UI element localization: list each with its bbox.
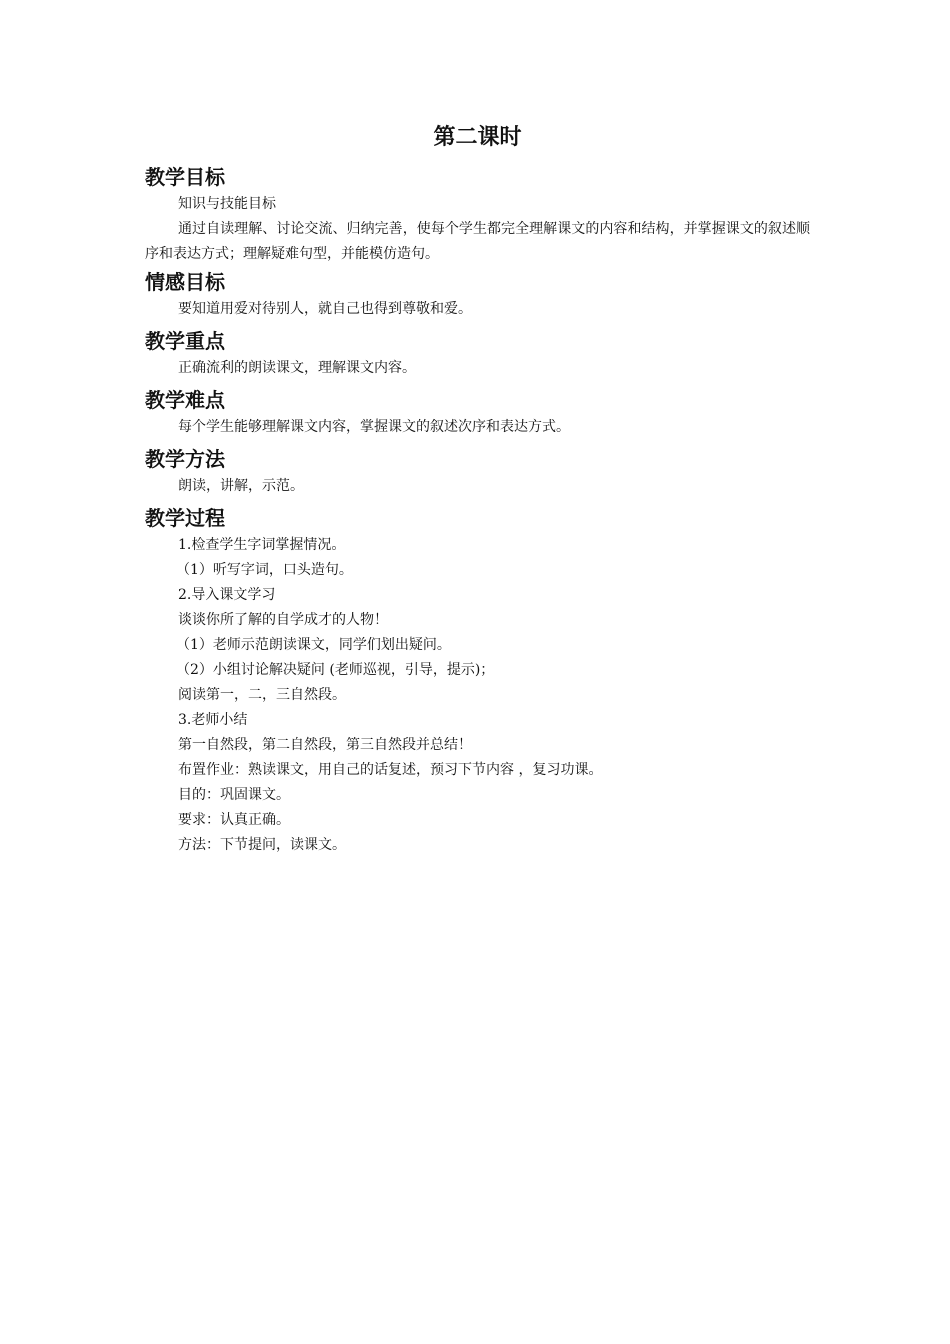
heading-method: 教学方法 <box>145 447 225 471</box>
process-line: 方法：下节提问，读课文。 <box>178 837 346 853</box>
section-method <box>145 444 810 503</box>
heading-keypoint: 教学重点 <box>145 329 225 353</box>
process-line: 第一自然段，第二自然段，第三自然段并总结！ <box>178 737 472 753</box>
process-line: 谈谈你所了解的自学成才的人物！ <box>178 612 388 628</box>
process-line: 要求：认真正确。 <box>178 812 290 828</box>
process-line: （1）老师示范朗读课文，同学们划出疑问。 <box>176 637 451 653</box>
goals-text: 通过自读理解、讨论交流、归纳完善，使每个学生都完全理解课文的内容和结构，并掌握课文的叙述顺序和表达方式；理解疑难句型，并能模仿造句。 <box>145 221 810 262</box>
process-line: （2）小组讨论解决疑问 (老师巡视，引导，提示)； <box>176 662 495 678</box>
process-line: 3.老师小结 <box>178 712 248 728</box>
section-keypoint <box>145 326 810 385</box>
difficulty-text: 每个学生能够理解课文内容，掌握课文的叙述次序和表达方式。 <box>178 419 570 435</box>
process-line: 2.导入课文学习 <box>178 587 276 603</box>
process-line: 目的：巩固课文。 <box>178 787 290 803</box>
section-process <box>145 503 810 858</box>
process-line: （1）听写字词，口头造句。 <box>176 562 353 578</box>
heading-goals: 教学目标 <box>145 165 225 189</box>
heading-emotion: 情感目标 <box>145 270 225 294</box>
process-line: 布置作业：熟读课文，用自己的话复述，预习下节内容 ，复习功课。 <box>178 762 603 778</box>
goals-subheading: 知识与技能目标 <box>178 196 276 212</box>
section-difficulty <box>145 385 810 444</box>
document-page <box>145 118 810 858</box>
keypoint-text: 正确流利的朗读课文，理解课文内容。 <box>178 360 416 376</box>
page-title: 第二课时 <box>433 125 522 150</box>
heading-difficulty: 教学难点 <box>145 388 225 412</box>
method-text: 朗读，讲解，示范。 <box>178 478 304 494</box>
section-goals <box>145 162 810 267</box>
process-line: 1.检查学生字词掌握情况。 <box>178 537 346 553</box>
emotion-text: 要知道用爱对待别人，就自己也得到尊敬和爱。 <box>178 301 472 317</box>
process-line: 阅读第一，二，三自然段。 <box>178 687 346 703</box>
section-emotion <box>145 267 810 326</box>
heading-process: 教学过程 <box>145 506 225 530</box>
